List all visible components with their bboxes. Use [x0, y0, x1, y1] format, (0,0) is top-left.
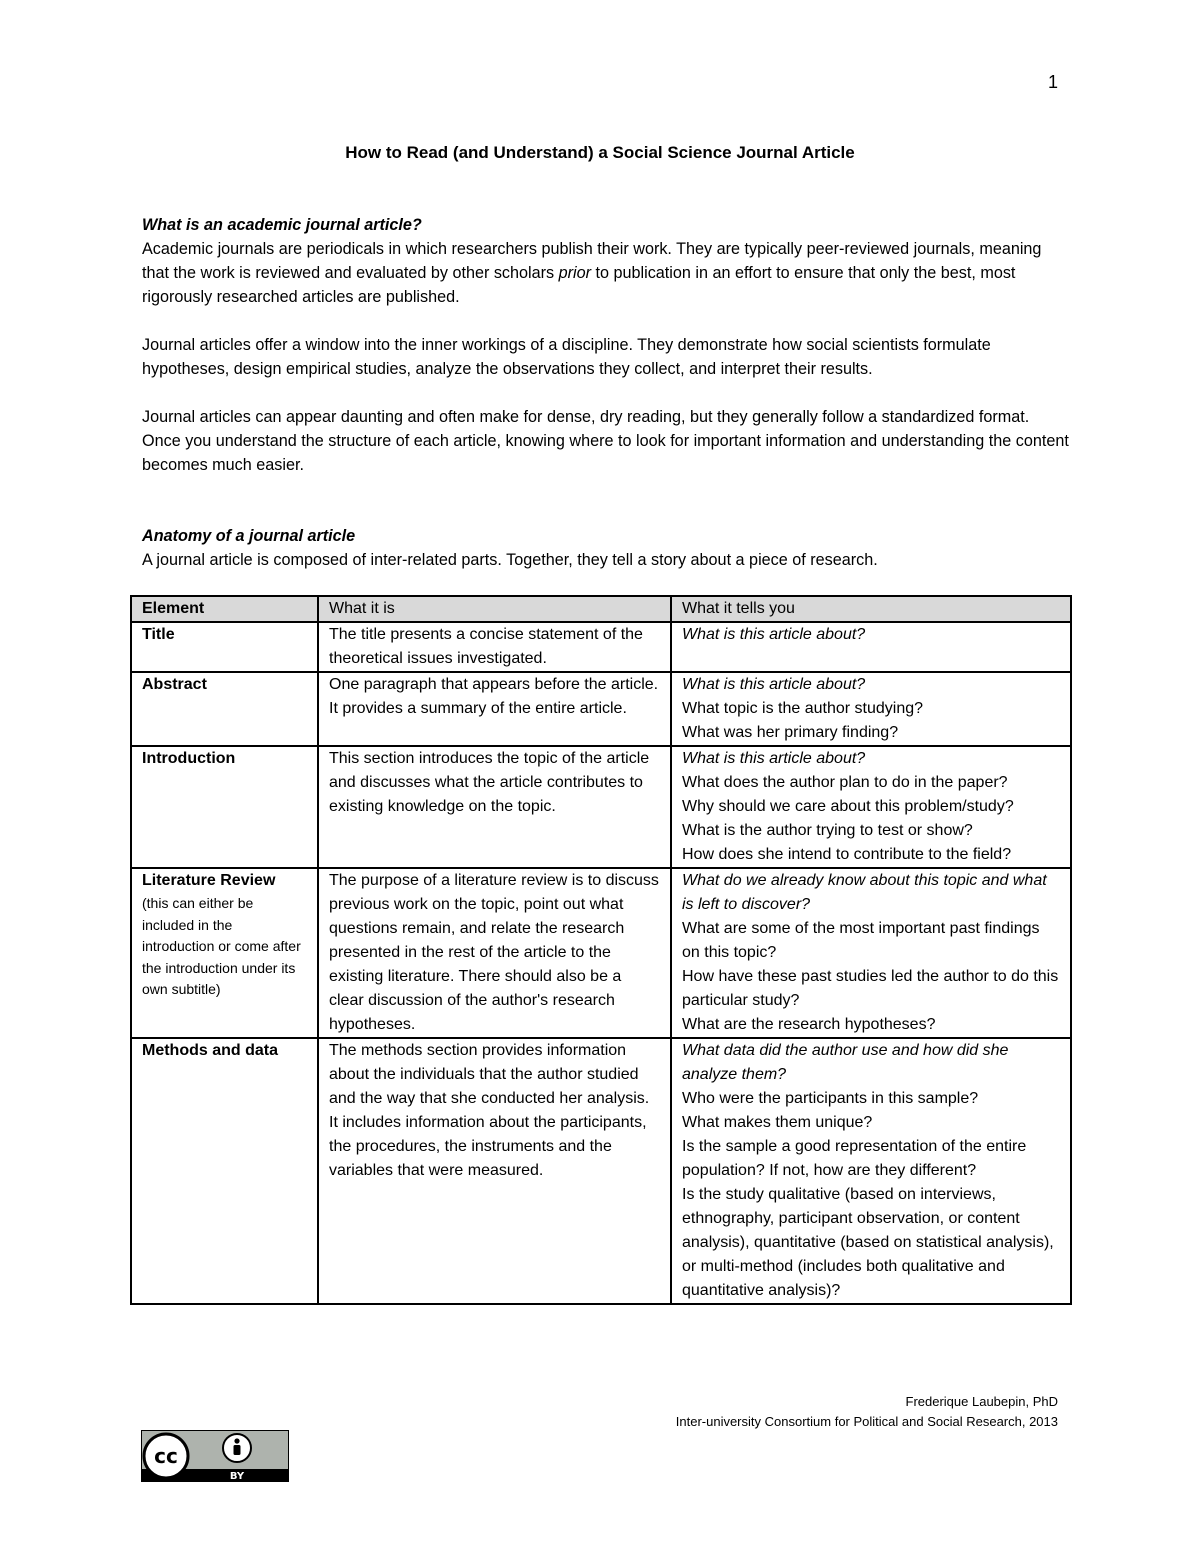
question: What does the author plan to do in the paper?	[682, 774, 1008, 791]
paragraph-academic-journals	[142, 237, 1070, 309]
document-title: How to Read (and Understand) a Social Science Journal Article	[345, 143, 855, 162]
element-cell	[131, 1038, 318, 1304]
anatomy-table	[130, 595, 1072, 1305]
element-note: (this can either be included in the introduction or come after the introduction under its own subtitle)	[142, 895, 301, 997]
question: What are the research hypotheses?	[682, 1016, 936, 1033]
what-it-is-cell: The methods section provides information about the individuals that the author studied and the way that she conducted her analysis. It includes information about the participants, the procedures, the instruments and the variables that were measured.	[318, 1038, 671, 1304]
paragraph-text: Academic journals are periodicals in which researchers publish their work. They are typically peer-reviewed journals, meaning that the work is reviewed and evaluated by other scholars	[142, 240, 1042, 282]
question: Why should we care about this problem/study?	[682, 798, 1014, 815]
footer	[676, 1392, 1058, 1432]
question: What is the author trying to test or show?	[682, 822, 973, 839]
creative-commons-by-icon	[141, 1430, 289, 1482]
what-it-tells-cell	[671, 1038, 1071, 1304]
what-it-tells-cell	[671, 672, 1071, 746]
table-row	[131, 868, 1071, 1038]
emphasis-prior: prior	[558, 264, 591, 282]
lead-question: What is this article about?	[682, 626, 866, 643]
paragraph-window-into-discipline: Journal articles offer a window into the inner workings of a discipline. They demonstrate how social scientists formulate hypotheses, design empirical studies, analyze the observations they collect, and interpret their results.	[142, 336, 991, 378]
question: Is the study qualitative (based on interviews, ethnography, participant observation, or content analysis), quantitative (based on statistical analysis), or multi-method (includes both qualitative and quantitative analysis)?	[682, 1186, 1054, 1299]
column-header-what-it-tells-you: What it tells you	[671, 596, 1071, 622]
by-label: BY	[229, 1471, 245, 1481]
question: Who were the participants in this sample?	[682, 1090, 979, 1107]
what-it-is-cell: The purpose of a literature review is to discuss previous work on the topic, point out what questions remain, and relate the research presented in the rest of the article to the existing literature. There should also be a clear discussion of the author's research hypotheses.	[318, 868, 671, 1038]
element-cell	[131, 868, 318, 1038]
element-cell	[131, 622, 318, 672]
table-row	[131, 1038, 1071, 1304]
what-it-tells-cell	[671, 746, 1071, 868]
question: What topic is the author studying?	[682, 700, 924, 717]
what-it-is-cell: This section introduces the topic of the article and discusses what the article contributes to existing knowledge on the topic.	[318, 746, 671, 868]
element-name: Abstract	[142, 676, 207, 693]
footer-organization: Inter-university Consortium for Political and Social Research, 2013	[675, 1414, 1058, 1429]
question: Is the sample a good representation of the entire population? If not, how are they different?	[682, 1138, 1027, 1179]
section-academic-article	[142, 213, 1070, 477]
section-heading-academic-article: What is an academic journal article?	[142, 216, 422, 234]
element-name: Methods and data	[142, 1042, 279, 1059]
element-cell	[131, 672, 318, 746]
what-it-is-cell: One paragraph that appears before the article. It provides a summary of the entire article.	[318, 672, 671, 746]
table-header-row	[131, 596, 1071, 622]
question: What was her primary finding?	[682, 724, 899, 741]
table-row	[131, 672, 1071, 746]
section-anatomy	[142, 524, 1070, 572]
paragraph-text: to publication in an effort to ensure that only the best, most rigorously researched articles are published.	[142, 264, 1016, 306]
footer-author: Frederique Laubepin, PhD	[905, 1394, 1058, 1409]
table-row	[131, 622, 1071, 672]
lead-question: What do we already know about this topic and what is left to discover?	[682, 872, 1047, 913]
paragraph-anatomy-intro: A journal article is composed of inter-related parts. Together, they tell a story about a piece of research.	[142, 551, 878, 569]
section-heading-anatomy: Anatomy of a journal article	[142, 527, 356, 545]
what-it-is-cell: The title presents a concise statement of the theoretical issues investigated.	[318, 622, 671, 672]
column-header-what-it-is: What it is	[318, 596, 671, 622]
page-number: 1	[1047, 72, 1058, 92]
lead-question: What data did the author use and how did she analyze them?	[682, 1042, 1009, 1083]
element-name: Literature Review	[142, 872, 276, 889]
question: How does she intend to contribute to the field?	[682, 846, 1012, 863]
question: What makes them unique?	[682, 1114, 873, 1131]
table-row	[131, 746, 1071, 868]
paragraph-standardized-format: Journal articles can appear daunting and often make for dense, dry reading, but they generally follow a standardized format. Once you understand the structure of each article, knowing where to look for important information and understanding the content becomes much easier.	[142, 408, 1069, 474]
cc-symbol-text: cc	[154, 1444, 178, 1468]
column-header-element: Element	[131, 596, 318, 622]
element-cell	[131, 746, 318, 868]
question: What are some of the most important past findings on this topic?	[682, 920, 1040, 961]
lead-question: What is this article about?	[682, 676, 866, 693]
lead-question: What is this article about?	[682, 750, 866, 767]
what-it-tells-cell	[671, 868, 1071, 1038]
element-name: Introduction	[142, 750, 236, 767]
what-it-tells-cell	[671, 622, 1071, 672]
cc-by-badge-graphic	[142, 1431, 288, 1481]
element-name: Title	[142, 626, 175, 643]
question: How have these past studies led the author to do this particular study?	[682, 968, 1059, 1009]
